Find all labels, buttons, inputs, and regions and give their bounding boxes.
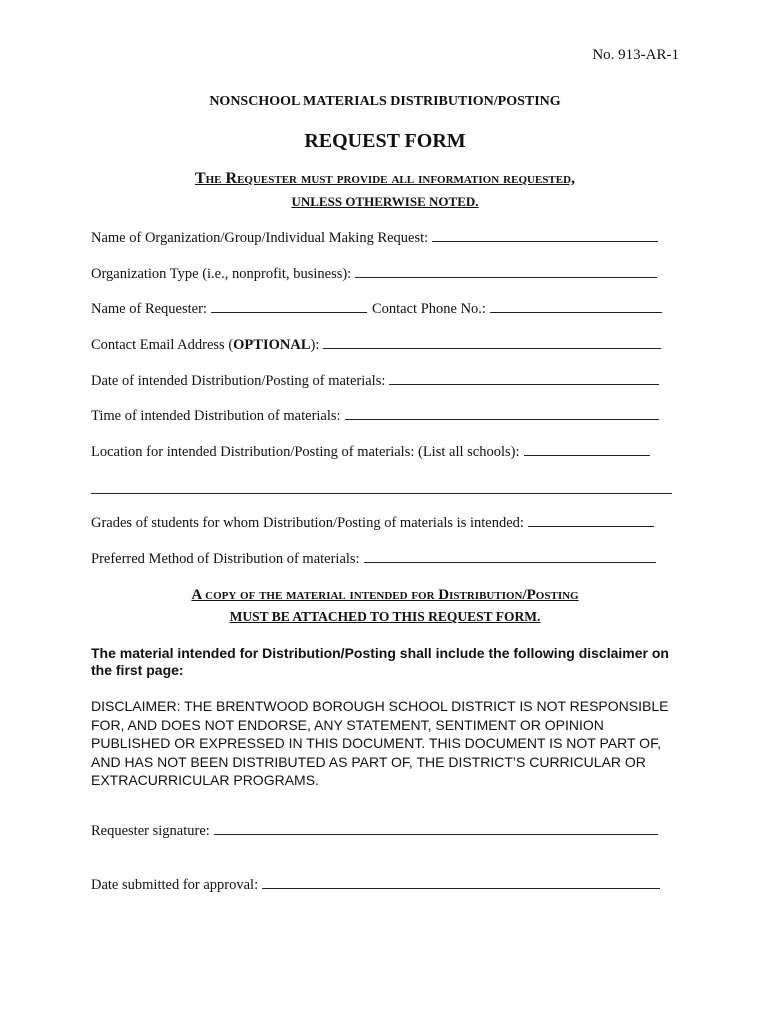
date-submitted-label: Date submitted for approval: — [91, 877, 259, 893]
location-label: Location for intended Distribution/Posting of materials: (List all schools): — [91, 444, 520, 460]
preferred-method-label: Preferred Method of Distribution of materials: — [91, 551, 360, 567]
organization-type-row — [91, 265, 657, 283]
disclaimer-text: DISCLAIMER: THE BRENTWOOD BOROUGH SCHOOL DISTRICT IS NOT RESPONSIBLE FOR, AND DOES NOT ENDORSE, ANY STATEMENT, SENTIMENT OR OPINION PUBLISHED OR EXPRESSED IN THIS DOCUMENT. THIS DOCUMENT IS NOT PART OF, AND HAS NOT BEEN DISTRIBUTED AS PART OF, THE DISTRICT’S CURRICULAR OR EXTRACURRICULAR PROGRAMS. — [91, 698, 669, 788]
attachment-notice-line-1: A copy of the material intended for Distribution/Posting — [191, 587, 579, 603]
notice-line-2: UNLESS OTHERWISE NOTED. — [291, 194, 479, 209]
contact-email-row — [91, 336, 661, 354]
contact-phone-label: Contact Phone No.: — [371, 301, 486, 317]
distribution-date-label: Date of intended Distribution/Posting of materials: — [91, 373, 386, 389]
contact-email-label-prefix: Contact Email Address ( — [91, 337, 234, 353]
signature-row — [91, 822, 658, 840]
notice-line-1: The Requester must provide all information requested, — [194, 170, 576, 187]
document-number: No. 913-AR-1 — [592, 47, 679, 63]
location-field[interactable] — [524, 443, 650, 456]
form-title: REQUEST FORM — [304, 130, 466, 152]
disclaimer-instruction: The material intended for Distribution/Posting shall include the following disclaimer on the first page: — [91, 645, 669, 678]
distribution-date-row — [91, 372, 659, 390]
organization-name-field[interactable] — [432, 229, 658, 242]
optional-marker: OPTIONAL — [233, 337, 311, 353]
location-field-continued[interactable] — [91, 493, 672, 494]
contact-email-label-suffix: ): — [310, 337, 320, 353]
requester-name-label: Name of Requester: — [91, 301, 207, 317]
attachment-notice-line-2: MUST BE ATTACHED TO THIS REQUEST FORM. — [229, 609, 541, 624]
distribution-date-field[interactable] — [389, 372, 659, 385]
grades-field[interactable] — [528, 514, 654, 527]
preferred-method-field[interactable] — [364, 550, 656, 563]
distribution-time-label: Time of intended Distribution of materials: — [91, 408, 341, 424]
distribution-time-field[interactable] — [345, 407, 659, 420]
organization-type-label: Organization Type (i.e., nonprofit, business): — [91, 266, 352, 282]
contact-phone-field[interactable] — [490, 300, 662, 313]
preferred-method-row — [91, 550, 656, 568]
grades-label: Grades of students for whom Distribution/Posting of materials is intended: — [91, 515, 524, 531]
organization-name-label: Name of Organization/Group/Individual Making Request: — [91, 230, 429, 246]
form-subtitle: NONSCHOOL MATERIALS DISTRIBUTION/POSTING — [209, 94, 561, 109]
organization-type-field[interactable] — [355, 265, 657, 278]
signature-label: Requester signature: — [91, 823, 210, 839]
signature-field[interactable] — [214, 822, 658, 835]
date-submitted-row — [91, 876, 660, 894]
organization-name-row — [91, 229, 658, 247]
contact-email-field[interactable] — [323, 336, 661, 349]
location-row — [91, 443, 650, 461]
requester-row — [91, 300, 662, 318]
date-submitted-field[interactable] — [262, 876, 660, 889]
grades-row — [91, 514, 654, 532]
distribution-time-row — [91, 407, 659, 425]
requester-name-field[interactable] — [211, 300, 367, 313]
